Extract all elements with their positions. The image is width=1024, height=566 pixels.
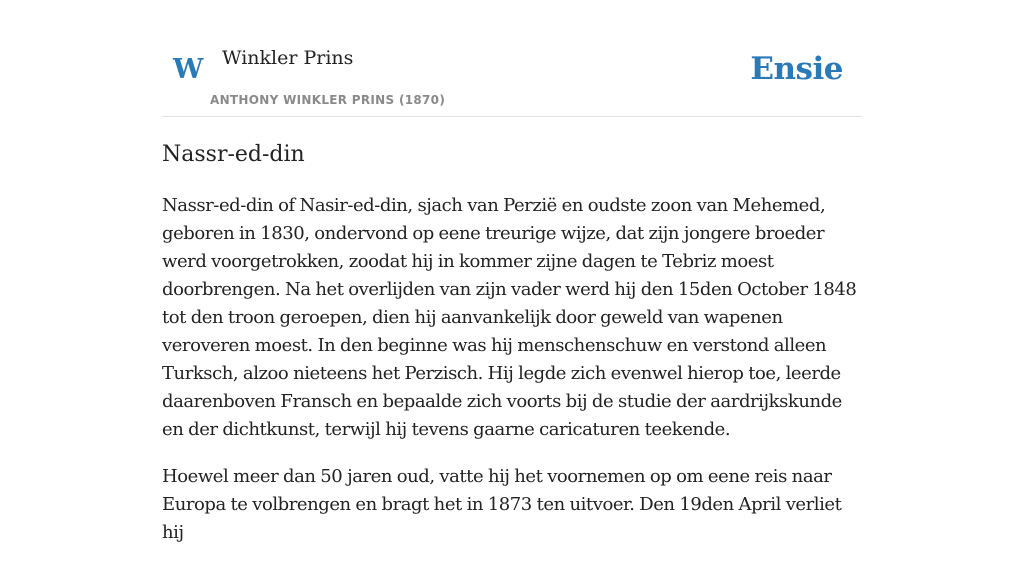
ensie-logo[interactable]: Ensie [750, 51, 843, 87]
content-column [162, 0, 862, 543]
source-name-link[interactable]: Winkler Prins [222, 47, 354, 69]
article-paragraph: Nassr-ed-din of Nasir-ed-din, sjach van Perzië en oudste zoon van Mehemed, geboren in 1830, ondervond op eene treurige wijze, dat zijn jongere broeder werd voorgetrokken, zoodat hij in kommer zijne dagen te Tebriz moest doorbrengen. Na het overlijden van zijn vader werd hij den 15den October 1848 tot den troon geroepen, dien hij aanvankelijk door geweld van wapenen veroveren moest. In den beginne was hij menschenschuw en verstond alleen Turksch, alzoo nieteens het Perzisch. Hij legde zich evenwel hierop toe, leerde daarenboven Fransch en bepaalde zich voorts bij de studie der aardrijkskunde en der dichtkunst, terwijl hij tevens gaarne caricaturen teekende. [162, 195, 857, 440]
article-title: Nassr-ed-din [162, 142, 305, 167]
article-paragraph: Hoewel meer dan 50 jaren oud, vatte hij het voornemen op om eene reis naar Europa te volbrengen en bragt het in 1873 ten uitvoer. Den 19den April verliet hij [162, 466, 842, 543]
source-author: ANTHONY WINKLER PRINS (1870) [210, 93, 446, 107]
source-header [162, 0, 862, 117]
article-body [162, 192, 862, 566]
winkler-prins-logo-icon[interactable]: W [173, 54, 204, 85]
